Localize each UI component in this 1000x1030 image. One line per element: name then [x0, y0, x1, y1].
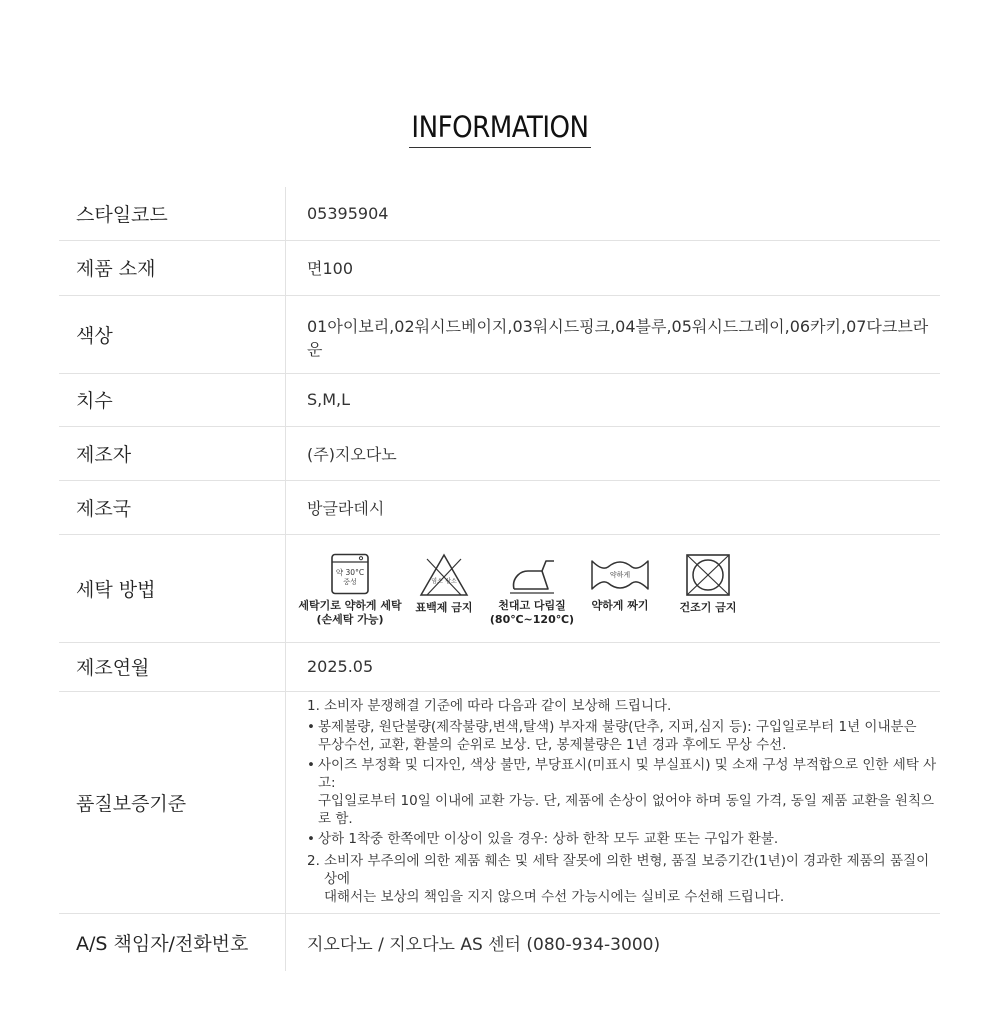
quality-bullet-3: [307, 830, 939, 848]
row-size: [59, 373, 940, 426]
washtub-detergent-text: 중성: [343, 578, 357, 586]
value-manufacture-date: 2025.05: [286, 642, 941, 691]
wash-item-wring: [574, 553, 666, 613]
row-material: [59, 240, 940, 295]
quality-item-2-text: 소비자 부주의에 의한 제품 훼손 및 세탁 잘못에 의한 변형, 품질 보증기간(1년)이 경과한 제품의 품질이상에 대해서는 보상의 책임을 지지 않으며 수선 가능시에는 실비로 수선해 드립니다.: [324, 852, 930, 905]
value-color: 01아이보리,02워시드베이지,03워시드핑크,04블루,05워시드그레이,06카키,07다크브라운: [286, 295, 941, 373]
wash-label-iron: 천대고 다림질 (80℃~120℃): [489, 599, 575, 626]
no-bleach-chlorine-text: 염소: [431, 578, 443, 585]
value-manufacturer: (주)지오다노: [286, 426, 941, 480]
no-bleach-oxygen-text: 산소: [445, 578, 457, 585]
label-manufacture-date: 제조연월: [59, 642, 286, 691]
row-manufacturer: [59, 426, 940, 480]
quality-item-1: [307, 697, 939, 715]
no-tumble-dry-icon: [685, 553, 731, 597]
label-quality: 품질보증기준: [59, 691, 286, 913]
label-material: 제품 소재: [59, 240, 286, 295]
label-wash: 세탁 방법: [59, 534, 286, 642]
value-material: 면100: [286, 240, 941, 295]
wash-item-machine: [298, 553, 402, 627]
wash-label-wring: 약하게 짜기: [591, 599, 649, 612]
label-style-code: 스타일코드: [59, 187, 286, 240]
washtub-icon: [330, 553, 370, 595]
quality-bullet-2-text: 사이즈 부정확 및 디자인, 색상 불만, 부당표시(미표시 및 부실표시) 및 소재 구성 부적합으로 인한 세탁 사고: 구입일로부터 10일 이내에 교환 가능. 단, 제품에 손상이 없어야 하며 동일 가격, 동일 제품 교환을 원칙으로 함.: [318, 756, 937, 827]
wring-inner-text: 약하게: [609, 571, 631, 579]
quality-bullets: [307, 718, 939, 848]
label-as-contact: A/S 책임자/전화번호: [59, 913, 286, 971]
bullet-mark: •: [307, 718, 315, 735]
quality-item-2: [307, 852, 939, 906]
value-wash: [286, 534, 941, 642]
quality-item-2-number: 2.: [307, 852, 320, 869]
page-title: INFORMATION: [409, 108, 590, 148]
no-bleach-icon: [419, 553, 469, 597]
row-color: [59, 295, 940, 373]
quality-item-1-number: 1.: [307, 697, 320, 714]
quality-bullet-3-text: 상하 1착중 한쪽에만 이상이 있을 경우: 상하 한착 모두 교환 또는 구입가 환불.: [318, 830, 779, 847]
quality-item-1-text: 소비자 분쟁해결 기준에 따라 다음과 같이 보상해 드립니다.: [324, 697, 672, 714]
wash-item-iron: [486, 553, 578, 627]
iron-icon: [508, 553, 556, 595]
label-color: 색상: [59, 295, 286, 373]
label-country: 제조국: [59, 480, 286, 534]
bullet-mark: •: [307, 830, 315, 847]
row-style-code: [59, 187, 940, 240]
wash-item-dryer: [662, 553, 754, 615]
value-quality: [286, 691, 941, 913]
value-as-contact: 지오다노 / 지오다노 AS 센터 (080-934-3000): [307, 934, 661, 955]
quality-bullet-2: [307, 756, 939, 828]
row-country: [59, 480, 940, 534]
value-size: S,M,L: [286, 373, 941, 426]
bullet-mark: •: [307, 756, 315, 773]
wash-label-machine: 세탁기로 약하게 세탁 (손세탁 가능): [298, 599, 402, 626]
quality-bullet-1-text: 봉제불량, 원단불량(제작불량,변색,탈색) 부자재 불량(단추, 지퍼,심지 등): 구입일로부터 1년 이내분은 무상수선, 교환, 환불의 순위로 보상. 단, 봉제불량은 1년 경과 후에도 무상 수선.: [318, 718, 917, 753]
wring-icon: [590, 553, 650, 595]
row-quality: [59, 691, 940, 913]
row-manufacture-date: [59, 642, 940, 691]
quality-text: [307, 693, 939, 912]
value-style-code: 05395904: [286, 187, 941, 240]
washtub-temp-text: 약 30°C: [335, 568, 365, 577]
row-wash: [59, 534, 940, 642]
value-country: 방글라데시: [286, 480, 941, 534]
wash-icons: [298, 549, 939, 627]
wash-item-bleach: [398, 553, 490, 615]
wash-label-dryer: 건조기 금지: [679, 601, 737, 614]
row-as-contact: [59, 913, 940, 971]
label-manufacturer: 제조자: [59, 426, 286, 480]
wash-label-bleach: 표백제 금지: [415, 601, 473, 614]
title-wrap: [0, 108, 1000, 148]
label-size: 치수: [59, 373, 286, 426]
info-table: [59, 187, 940, 971]
quality-bullet-1: [307, 718, 939, 754]
